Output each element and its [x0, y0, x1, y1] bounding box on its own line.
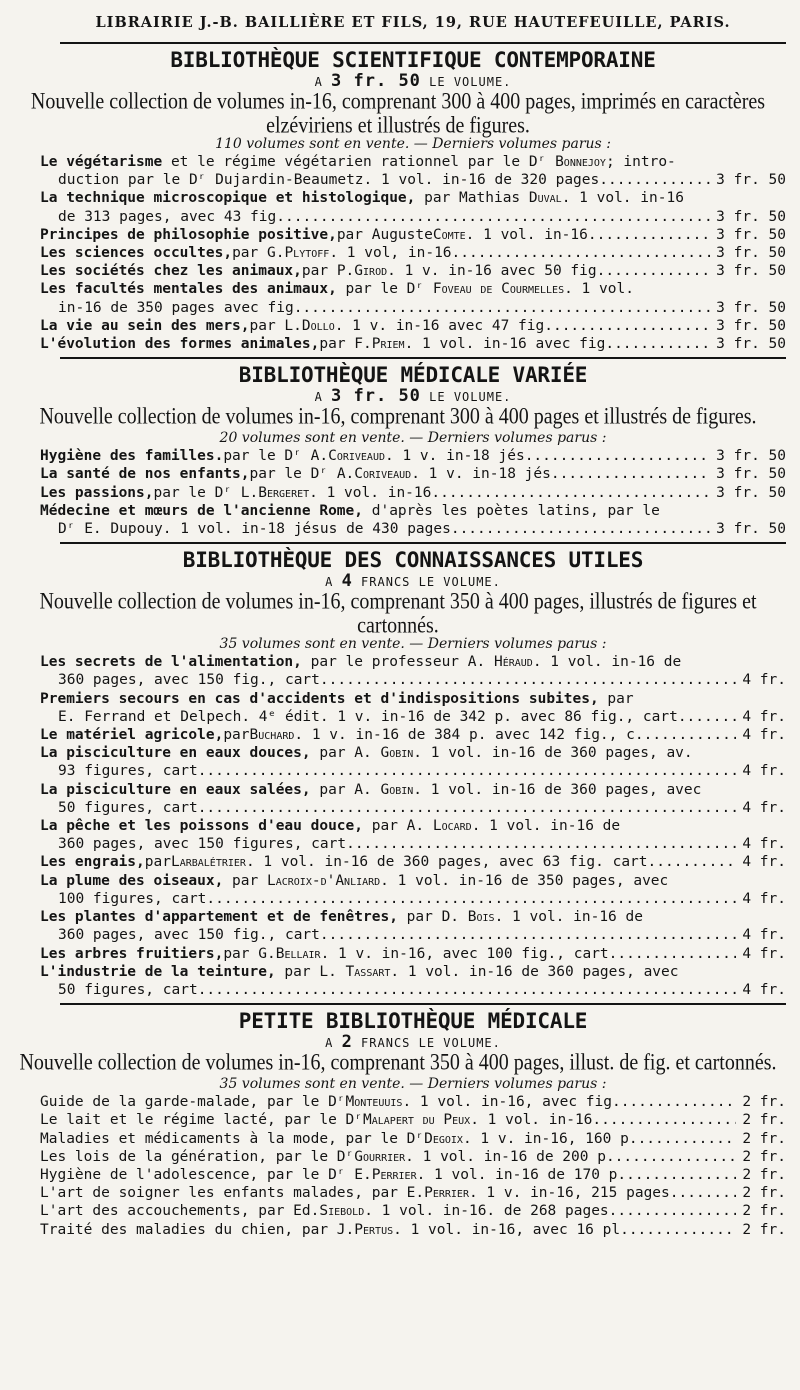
price-prefix: A — [325, 575, 342, 590]
book-entry — [40, 502, 786, 520]
book-entry-continuation — [40, 299, 786, 317]
book-details: 360 pages, avec 150 figures, cart — [58, 836, 347, 853]
book-price: 2 fr. — [742, 1221, 786, 1238]
book-author: Bois — [467, 909, 495, 926]
dot-leader — [621, 1093, 737, 1111]
price-amount: 3 fr. 50 — [331, 386, 421, 407]
book-author: Gobin — [380, 781, 414, 798]
book-title: La technique microscopique et histologique, — [40, 190, 416, 207]
price-amount: 4 — [341, 571, 353, 592]
book-entry — [40, 244, 786, 262]
book-details: . 1 vol. in-16 avec fig. — [404, 336, 615, 353]
book-details: . 1 v. in-16 de 384 p. avec 142 fig., c. — [294, 727, 644, 744]
book-text: Traité des maladies du chien, par J. — [40, 1221, 355, 1238]
book-price: 4 fr. — [742, 981, 786, 998]
book-text: par le Dʳ A. — [223, 448, 329, 465]
catalog-section — [40, 544, 786, 999]
book-entry — [40, 1221, 786, 1239]
book-details: 360 pages, avec 150 fig., cart — [58, 672, 320, 689]
dot-leader — [629, 1221, 737, 1239]
dot-leader — [617, 171, 710, 189]
book-price: 3 fr. 50 — [716, 336, 786, 353]
book-price: 3 fr. 50 — [716, 484, 786, 501]
book-price: 2 fr. — [742, 1185, 786, 1202]
book-author: Duval — [528, 190, 562, 207]
price-prefix: A — [314, 75, 332, 89]
section-price — [40, 573, 786, 590]
book-entry — [40, 908, 786, 926]
book-details: . 1 v. in-16 avec 47 fig — [334, 317, 545, 334]
dot-leader — [431, 484, 710, 502]
book-title: La plume des oiseaux, — [40, 872, 224, 889]
book-details: duction par le Dʳ Dujardin-Beaumetz. 1 vol. in-16 de 320 pages.. — [58, 172, 617, 189]
dot-leader — [452, 244, 711, 262]
dot-leader — [198, 762, 737, 780]
book-details: . 1 v. in-16, avec 100 fig., cart....... — [320, 945, 670, 962]
book-entry-continuation — [40, 520, 786, 538]
book-price: 2 fr. — [742, 1112, 786, 1129]
book-entry-continuation — [40, 981, 786, 999]
book-entry-continuation — [40, 708, 786, 726]
book-price: 4 fr. — [742, 890, 786, 907]
book-entry-continuation — [40, 208, 786, 226]
book-author: Larbalétrier — [170, 854, 246, 871]
book-details: 100 figures, cart — [58, 890, 207, 907]
book-title: Les facultés mentales des animaux, — [40, 281, 337, 298]
book-details: . 1 vol. in-16 de 200 p. — [405, 1148, 615, 1165]
dot-leader — [276, 208, 710, 226]
book-details: 360 pages, avec 150 fig., cart — [58, 927, 320, 944]
book-text: par — [223, 727, 250, 744]
book-price: 4 fr. — [742, 836, 786, 853]
book-price: 3 fr. 50 — [716, 299, 786, 316]
book-entry — [40, 817, 786, 835]
sections-container — [19, 42, 786, 1239]
book-details: 50 figures, cart — [58, 799, 198, 816]
book-author: Malapert du Peux — [363, 1112, 471, 1129]
volumes-on-sale: 20 volumes sont en vente. — Derniers volumes parus : — [219, 430, 607, 447]
book-details: 93 figures, cart — [58, 763, 198, 780]
book-text: par Mathias — [415, 190, 529, 207]
book-price: 3 fr. 50 — [716, 226, 786, 243]
book-details: ; intro- — [605, 154, 676, 170]
book-details: . 1 v. in-18 jés — [411, 466, 551, 483]
section-price — [40, 388, 786, 405]
book-author: Lacroix-d'Anliard — [266, 872, 381, 889]
book-entry — [40, 280, 786, 298]
book-text: par L. — [275, 963, 346, 980]
book-entry — [40, 1148, 786, 1166]
book-author: Locard — [432, 818, 472, 835]
book-details: . 1 vol. in-16, avec fig. — [402, 1094, 621, 1111]
price-amount: 2 — [341, 1032, 353, 1053]
book-entry — [40, 1184, 786, 1202]
book-price: 4 fr. — [742, 799, 786, 816]
book-text: par A. — [310, 745, 381, 762]
dot-leader — [617, 1202, 736, 1220]
book-title: La pêche et les poissons d'eau douce, — [40, 818, 364, 835]
dot-leader — [320, 926, 736, 944]
book-title: Les sciences occultes, — [40, 245, 233, 262]
book-title: Médecine et mœurs de l'ancienne Rome, — [40, 502, 364, 519]
book-entry — [40, 226, 786, 244]
book-title: Premiers secours en cas d'accidents et d'indispositions subites, — [40, 690, 599, 707]
book-entry — [40, 1130, 786, 1148]
book-author: Bergeret — [258, 484, 310, 501]
book-details: . 1 vol. in-16 de 360 pages, avec — [413, 781, 702, 798]
book-entry-continuation — [40, 890, 786, 908]
collection-description: Nouvelle collection de volumes in-16, comprenant 350 à 400 pages, illustrés de figures et cartonnés. — [39, 589, 757, 639]
book-author: Tassart — [345, 963, 391, 980]
dot-leader — [198, 981, 737, 999]
dot-leader — [544, 317, 710, 335]
book-author: Plytoff — [284, 245, 330, 262]
book-title: Les secrets de l'alimentation, — [40, 654, 302, 671]
book-details: E. Ferrand et Delpech. 4ᵉ édit. 1 v. in-16 de 342 p. avec 86 fig., cart — [58, 708, 678, 725]
dot-leader — [597, 226, 711, 244]
book-entry-continuation — [40, 835, 786, 853]
book-details: . 1 vol. in-16. — [470, 1112, 602, 1129]
book-price: 4 fr. — [742, 727, 786, 744]
book-price: 3 fr. 50 — [716, 208, 786, 225]
book-author: Gourrier — [354, 1148, 406, 1165]
book-text: par le Dʳ — [336, 281, 433, 298]
book-price: 3 fr. 50 — [716, 317, 786, 334]
book-details: . 1 v. in-16 avec 50 fig... — [387, 263, 623, 280]
page-header: LIBRAIRIE J.-B. BAILLIÈRE ET FILS, 19, RUE HAUTEFEUILLE, PARIS. — [95, 14, 731, 31]
collection-description: Nouvelle collection de volumes in-16, comprenant 300 à 400 pages, imprimés en caractères elzéviriens et illustrés de figures. — [30, 88, 766, 139]
volumes-on-sale: 35 volumes sont en vente. — Derniers volumes parus : — [219, 636, 607, 653]
book-price: 3 fr. 50 — [716, 172, 786, 189]
book-author: Bellair — [275, 945, 321, 962]
book-title: Le végétarisme — [40, 154, 163, 170]
book-title: Principes de philosophie positive, — [40, 226, 337, 243]
book-price: 4 fr. — [742, 708, 786, 725]
book-title: La santé de nos enfants, — [40, 466, 250, 483]
book-details: . 1 vol. in-16, avec 16 pl. — [393, 1221, 629, 1238]
book-text: L'art des accouchements, par Ed. — [40, 1203, 320, 1220]
book-text: par P. — [301, 263, 355, 280]
dot-leader — [551, 465, 710, 483]
price-suffix: FRANCS LE VOLUME. — [352, 1036, 501, 1051]
collection-description: Nouvelle collection de volumes in-16, comprenant 350 à 400 pages, illust. de fig. et cartonnés. — [19, 1049, 777, 1076]
book-entry — [40, 963, 786, 981]
book-author: Foveau de Courmelles — [432, 281, 565, 298]
book-details: . 1 vol. in-16 de — [532, 654, 682, 671]
price-suffix: LE VOLUME. — [420, 390, 512, 405]
book-entry — [40, 465, 786, 483]
book-price: 2 fr. — [742, 1148, 786, 1165]
book-entry — [40, 1111, 786, 1129]
dot-leader — [678, 708, 737, 726]
book-title: La vie au sein des mers, — [40, 317, 250, 334]
book-price: 2 fr. — [742, 1166, 786, 1183]
dot-leader — [638, 1130, 737, 1148]
book-price: 2 fr. — [742, 1203, 786, 1220]
book-text: par le Dʳ L. — [153, 484, 259, 501]
book-entry — [40, 447, 786, 465]
book-entry-continuation — [40, 671, 786, 689]
book-entry-continuation — [40, 762, 786, 780]
dot-leader — [206, 890, 736, 908]
dot-leader — [601, 1111, 736, 1129]
book-text: par le professeur A. — [301, 654, 494, 671]
book-text: Hygiène de l'adolescence, par le Dʳ E. — [40, 1166, 372, 1183]
book-text: Guide de la garde-malade, par le Dʳ — [40, 1094, 346, 1111]
book-details: . 1 v. in-18 jés — [385, 448, 525, 465]
dot-leader — [626, 1166, 736, 1184]
catalog-section — [19, 1005, 786, 1239]
book-text: par — [144, 854, 171, 871]
book-entry — [40, 189, 786, 207]
book-entry — [40, 153, 786, 171]
book-entry — [40, 262, 786, 280]
book-text: par G. — [223, 945, 276, 962]
book-price: 4 fr. — [742, 945, 786, 962]
book-title: Les plantes d'appartement et de fenêtres, — [40, 909, 398, 926]
book-price: 4 fr. — [742, 763, 786, 780]
dot-leader — [614, 335, 710, 353]
book-author: Comte — [432, 226, 466, 243]
price-prefix: A — [314, 390, 332, 405]
book-details: . 1 vol. in-16 de — [471, 818, 621, 835]
book-entry — [40, 1166, 786, 1184]
book-author: Coriveaud — [328, 448, 385, 465]
book-price: 2 fr. — [742, 1130, 786, 1147]
book-author: Pertus — [354, 1221, 394, 1238]
dot-leader — [623, 262, 710, 280]
book-text: Le lait et le régime lacté, par le Dʳ — [40, 1112, 364, 1129]
book-details: . 1 vol, in-16 — [329, 245, 452, 262]
book-entry — [40, 317, 786, 335]
book-entry — [40, 335, 786, 353]
book-author: Perrier — [424, 1185, 469, 1202]
book-price: 3 fr. 50 — [716, 263, 786, 280]
book-entry-continuation — [40, 926, 786, 944]
book-details: de 313 pages, avec 43 fig — [58, 208, 277, 225]
book-text: par F. — [319, 336, 372, 353]
book-text: L'art de soigner les enfants malades, par E. — [40, 1185, 425, 1202]
dot-leader — [615, 1148, 737, 1166]
book-details: . 1 vol. in-16 de 360 pages, avec — [390, 963, 679, 980]
book-entry — [40, 744, 786, 762]
book-author: Dollo — [301, 317, 335, 334]
section-title: BIBLIOTHÈQUE SCIENTIFIQUE CONTEMPORAINE — [170, 48, 656, 72]
book-author: Monteuuis — [345, 1094, 403, 1111]
catalog-section — [30, 44, 786, 353]
book-title: L'industrie de la teinture, — [40, 963, 276, 980]
book-title: Hygiène des familles. — [40, 448, 224, 465]
dot-leader — [451, 520, 710, 538]
book-entry — [40, 726, 786, 744]
section-title: BIBLIOTHÈQUE MÉDICALE VARIÉE — [238, 363, 588, 388]
book-details: . 1 vol. — [564, 281, 634, 298]
dot-leader — [644, 726, 737, 744]
dot-leader — [678, 1184, 736, 1202]
book-author: Perrier — [371, 1166, 417, 1183]
dot-leader — [320, 671, 736, 689]
book-details: . 1 vol. in-16 de 170 p. — [416, 1166, 627, 1183]
book-text: par — [223, 872, 267, 889]
collection-description: Nouvelle collection de volumes in-16, comprenant 300 à 400 pages et illustrés de figures. — [39, 404, 757, 430]
section-title: PETITE BIBLIOTHÈQUE MÉDICALE — [238, 1009, 588, 1034]
book-details: . 1 vol. in-16 de 350 pages, avec — [380, 872, 669, 889]
dot-leader — [294, 299, 710, 317]
book-price: 4 fr. — [742, 672, 786, 689]
book-entry — [40, 781, 786, 799]
book-text: par A. — [310, 781, 381, 798]
book-entry — [40, 690, 786, 708]
book-entry — [40, 1093, 786, 1111]
book-entry — [40, 945, 786, 963]
price-suffix: LE VOLUME. — [420, 75, 512, 89]
book-details: . 1 vol. in-16 de — [494, 909, 643, 926]
book-title: Les passions, — [40, 484, 154, 501]
book-author: Girod — [354, 263, 388, 280]
book-text: par L. — [249, 317, 302, 334]
book-entry-continuation — [40, 799, 786, 817]
volumes-on-sale: 35 volumes sont en vente. — Derniers volumes parus : — [219, 1076, 607, 1093]
book-author: Bonnejoy — [555, 154, 606, 170]
book-text: par Auguste — [336, 226, 433, 243]
book-title: Les engrais, — [40, 854, 145, 871]
book-details: . 1 vol. in-16 — [561, 190, 684, 207]
book-entry-continuation — [40, 171, 786, 189]
book-entry — [40, 853, 786, 871]
book-title: La pisciculture en eaux douces, — [40, 745, 311, 762]
dot-leader — [656, 853, 736, 871]
volumes-on-sale: 110 volumes sont en vente. — Derniers volumes parus : — [215, 136, 611, 152]
book-author: Priem — [371, 336, 405, 353]
book-entry — [40, 484, 786, 502]
book-text: par A. — [363, 818, 433, 835]
book-details: . 1 v. in-16, 160 p. — [462, 1130, 638, 1147]
book-details: in-16 de 350 pages avec fig — [58, 299, 294, 316]
book-title: Le matériel agricole, — [40, 727, 224, 744]
book-title: La pisciculture en eaux salées, — [40, 781, 311, 798]
book-details: 50 figures, cart — [58, 981, 198, 998]
book-text: Les lois de la génération, par le Dʳ — [40, 1148, 355, 1165]
dot-leader — [198, 799, 737, 817]
book-price: 3 fr. 50 — [716, 448, 786, 465]
book-details: . 1 vol. in-16 de 360 pages, avec 63 fig. cart. — [245, 854, 657, 871]
book-details: Dʳ E. Dupouy. 1 vol. in-18 jésus de 430 pages — [58, 521, 451, 538]
book-price: 4 fr. — [742, 927, 786, 944]
book-entry — [40, 872, 786, 890]
book-text: Maladies et médicaments à la mode, par le Dʳ — [40, 1130, 425, 1147]
book-text: par D. — [397, 909, 468, 926]
section-price — [40, 1034, 786, 1051]
book-author: Degoix — [424, 1130, 463, 1147]
book-author: Gobin — [380, 745, 414, 762]
book-price: 2 fr. — [742, 1094, 786, 1111]
book-title: L'évolution des formes animales, — [40, 336, 320, 353]
price-prefix: A — [325, 1036, 342, 1051]
book-text: par le Dʳ A. — [249, 466, 355, 483]
section-price — [40, 73, 786, 90]
book-title: Les arbres fruitiers, — [40, 945, 224, 962]
book-text: par G. — [232, 245, 285, 262]
book-author: Coriveaud — [354, 466, 412, 483]
catalog-section — [40, 359, 786, 538]
book-price: 3 fr. 50 — [716, 466, 786, 483]
book-details: . 1 vol. in-16 — [309, 484, 432, 501]
book-details: . 1 vol. in-16. — [465, 226, 597, 243]
book-price: 3 fr. 50 — [716, 521, 786, 538]
book-price: 3 fr. 50 — [716, 245, 786, 262]
book-text: d'après les poètes latins, par le — [363, 502, 660, 519]
book-details: . 1 vol. in-16. de 268 pages. — [364, 1203, 618, 1220]
book-text: et le régime végétarien rationnel par le Dʳ — [162, 154, 556, 170]
book-author: Buchard — [249, 727, 295, 744]
book-entry — [40, 653, 786, 671]
section-title: BIBLIOTHÈQUE DES CONNAISSANCES UTILES — [182, 548, 644, 573]
book-title: Les sociétés chez les animaux, — [40, 263, 302, 280]
book-details: . 1 v. in-16, 215 pages. — [468, 1185, 679, 1202]
book-author: Siebold — [319, 1203, 365, 1220]
book-author: Héraud — [493, 654, 533, 671]
book-price: 4 fr. — [742, 854, 786, 871]
dot-leader — [346, 835, 736, 853]
book-entry — [40, 1202, 786, 1220]
book-details: . 1 vol. in-16 de 360 pages, av. — [413, 745, 693, 762]
dot-leader — [670, 945, 737, 963]
book-text: par — [598, 690, 634, 707]
price-suffix: FRANCS LE VOLUME. — [352, 575, 501, 590]
dot-leader — [525, 447, 710, 465]
price-amount: 3 fr. 50 — [331, 71, 421, 91]
